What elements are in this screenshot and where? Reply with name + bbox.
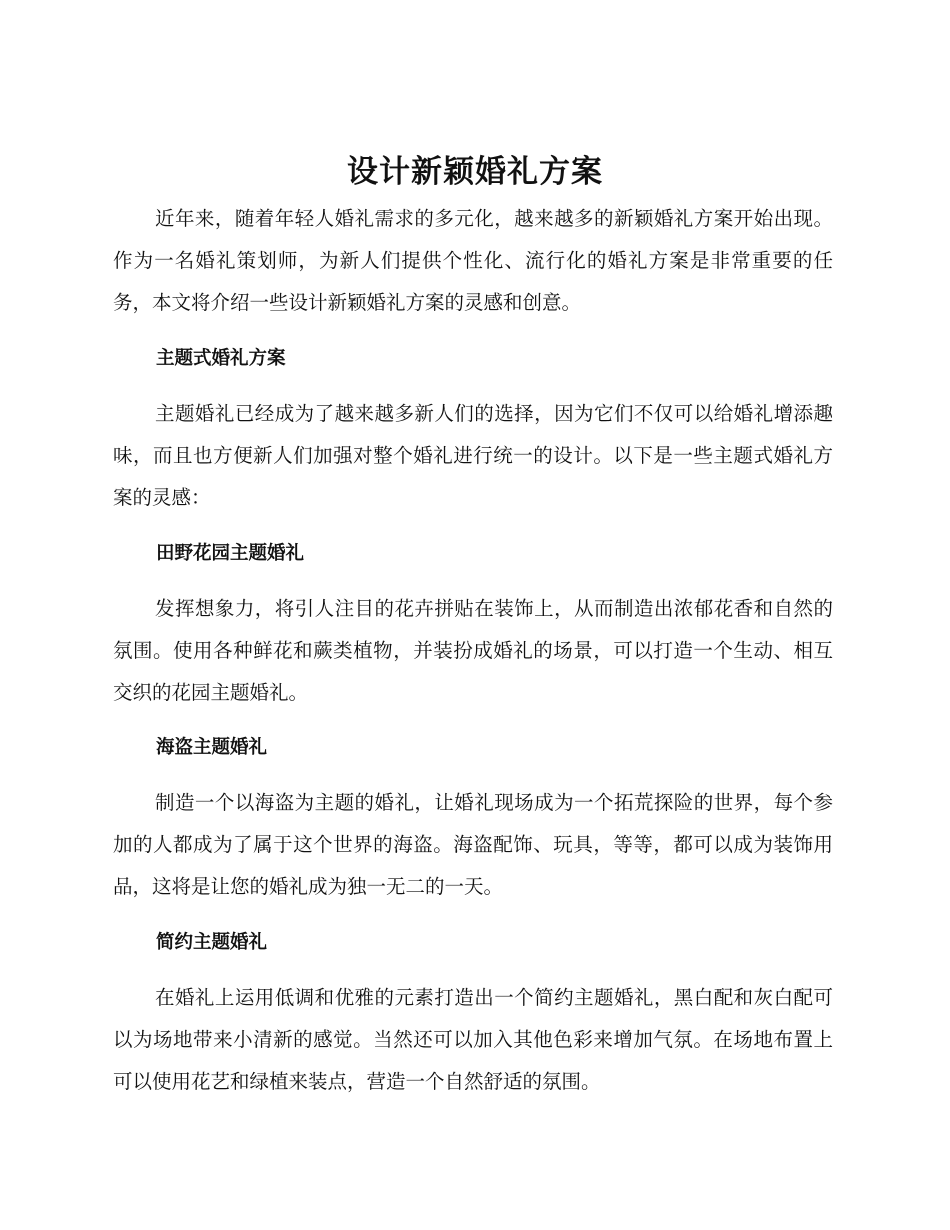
section-paragraph-garden-wedding: 发挥想象力，将引人注目的花卉拼贴在装饰上，从而制造出浓郁花香和自然的氛围。使用各种鲜花和蕨类植物，并装扮成婚礼的场景，可以打造一个生动、相互交织的花园主题婚礼。	[113, 597, 833, 704]
section-heading-theme-wedding: 主题式婚礼方案	[156, 348, 286, 369]
section-heading-pirate-wedding: 海盗主题婚礼	[156, 737, 268, 758]
section-heading-garden-wedding: 田野花园主题婚礼	[156, 543, 305, 564]
section-paragraph-theme-wedding: 主题婚礼已经成为了越来越多新人们的选择，因为它们不仅可以给婚礼增添趣味，而且也方便新人们加强对整个婚礼进行统一的设计。以下是一些主题式婚礼方案的灵感：	[113, 402, 833, 509]
section-paragraph-pirate-wedding: 制造一个以海盗为主题的婚礼，让婚礼现场成为一个拓荒探险的世界，每个参加的人都成为了属于这个世界的海盗。海盗配饰、玩具，等等，都可以成为装饰用品，这将是让您的婚礼成为独一无二的一天。	[113, 791, 833, 898]
document-title: 设计新颖婚礼方案	[347, 154, 603, 190]
section-heading-simple-wedding: 简约主题婚礼	[156, 932, 268, 953]
section-paragraph-simple-wedding: 在婚礼上运用低调和优雅的元素打造出一个简约主题婚礼，黑白配和灰白配可以为场地带来小清新的感觉。当然还可以加入其他色彩来增加气氛。在场地布置上可以使用花艺和绿植来装点，营造一个自然舒适的氛围。	[113, 986, 833, 1093]
intro-paragraph: 近年来，随着年轻人婚礼需求的多元化，越来越多的新颖婚礼方案开始出现。作为一名婚礼策划师，为新人们提供个性化、流行化的婚礼方案是非常重要的任务，本文将介绍一些设计新颖婚礼方案的灵感和创意。	[113, 207, 833, 314]
